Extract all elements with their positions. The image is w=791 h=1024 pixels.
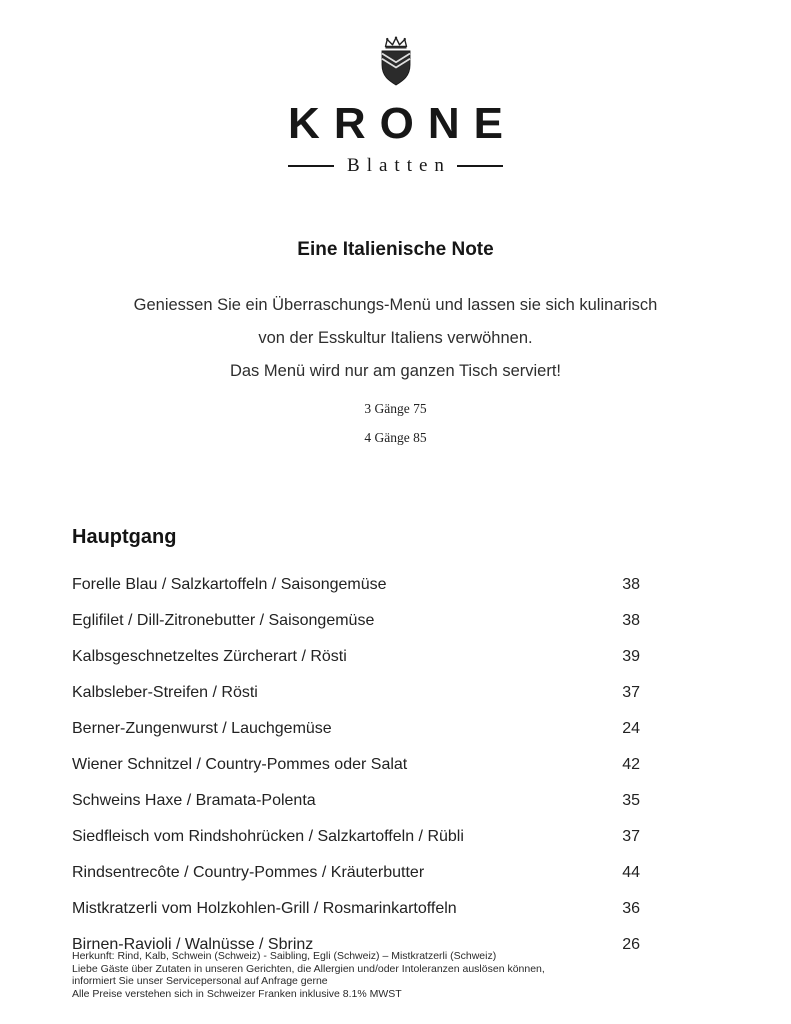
footer-origin-line: Herkunft: Rind, Kalb, Schwein (Schweiz) - Saibling, Egli (Schweiz) – Mistkratzerli (Schweiz) [72,950,497,962]
page-header [0,0,791,177]
dish-name: Siedfleisch vom Rindshohrücken / Salzkartoffeln / Rübli [72,828,464,845]
brand-location-row [0,155,791,177]
menu-row [72,819,640,855]
dish-price: 26 [622,936,640,953]
brand-name: KRONE [288,99,517,148]
brand-location: Blatten [347,155,451,176]
dish-price: 38 [622,576,640,593]
crown-shield-crest-icon [368,36,424,92]
dish-price: 37 [622,828,640,845]
menu-row [72,747,640,783]
price-option-2: 4 Gänge 85 [364,430,427,445]
dish-name: Forelle Blau / Salzkartoffeln / Saisongemüse [72,576,387,593]
dish-name: Schweins Haxe / Bramata-Polenta [72,792,316,809]
menu-row [72,567,640,603]
dish-price: 38 [622,612,640,629]
menu-row [72,711,640,747]
dish-name: Berner-Zungenwurst / Lauchgemüse [72,720,332,737]
intro-line-2: von der Esskultur Italiens verwöhnen. [258,329,533,347]
dish-price: 42 [622,756,640,773]
menu-row [72,639,640,675]
dish-price: 39 [622,648,640,665]
intro-line-1: Geniessen Sie ein Überraschungs-Menü und lassen sie sich kulinarisch [133,296,658,314]
intro-line-3: Das Menü wird nur am ganzen Tisch serviert! [229,362,562,380]
dish-name: Eglifilet / Dill-Zitronebutter / Saisongemüse [72,612,375,629]
footer-allergen-line-2: informiert Sie unser Servicepersonal auf Anfrage gerne [72,975,328,987]
footer-allergen-line-1: Liebe Gäste über Zutaten in unseren Gerichten, die Allergien und/oder Intoleranzen auslösen können, [72,962,545,975]
section-title: Hauptgang [72,526,177,548]
dish-name: Birnen-Ravioli / Walnüsse / Sbrinz [72,936,314,953]
price-option-1: 3 Gänge 75 [364,401,427,416]
intro-section [0,239,791,452]
intro-title: Eine Italienische Note [297,239,494,260]
footer-notes [72,950,719,1000]
menu-row [72,675,640,711]
dish-name: Kalbsgeschnetzeltes Zürcherart / Rösti [72,648,347,665]
dish-price: 36 [622,900,640,917]
dish-name: Rindsentrecôte / Country-Pommes / Kräuterbutter [72,864,425,881]
dish-price: 35 [622,792,640,809]
menu-row [72,891,640,927]
dish-price: 24 [622,720,640,737]
dish-price: 44 [622,864,640,881]
footer-vat-line: Alle Preise verstehen sich in Schweizer Franken inklusive 8.1% MWST [72,987,402,1000]
dish-name: Wiener Schnitzel / Country-Pommes oder Salat [72,756,408,773]
left-dash-divider [288,165,334,167]
dish-name: Mistkratzerli vom Holzkohlen-Grill / Rosmarinkartoffeln [72,900,457,917]
right-dash-divider [457,165,503,167]
menu-row [72,855,640,891]
dish-name: Kalbsleber-Streifen / Rösti [72,684,258,701]
dish-price: 37 [622,684,640,701]
menu-row [72,603,640,639]
menu-row [72,783,640,819]
main-course-section [72,526,640,963]
